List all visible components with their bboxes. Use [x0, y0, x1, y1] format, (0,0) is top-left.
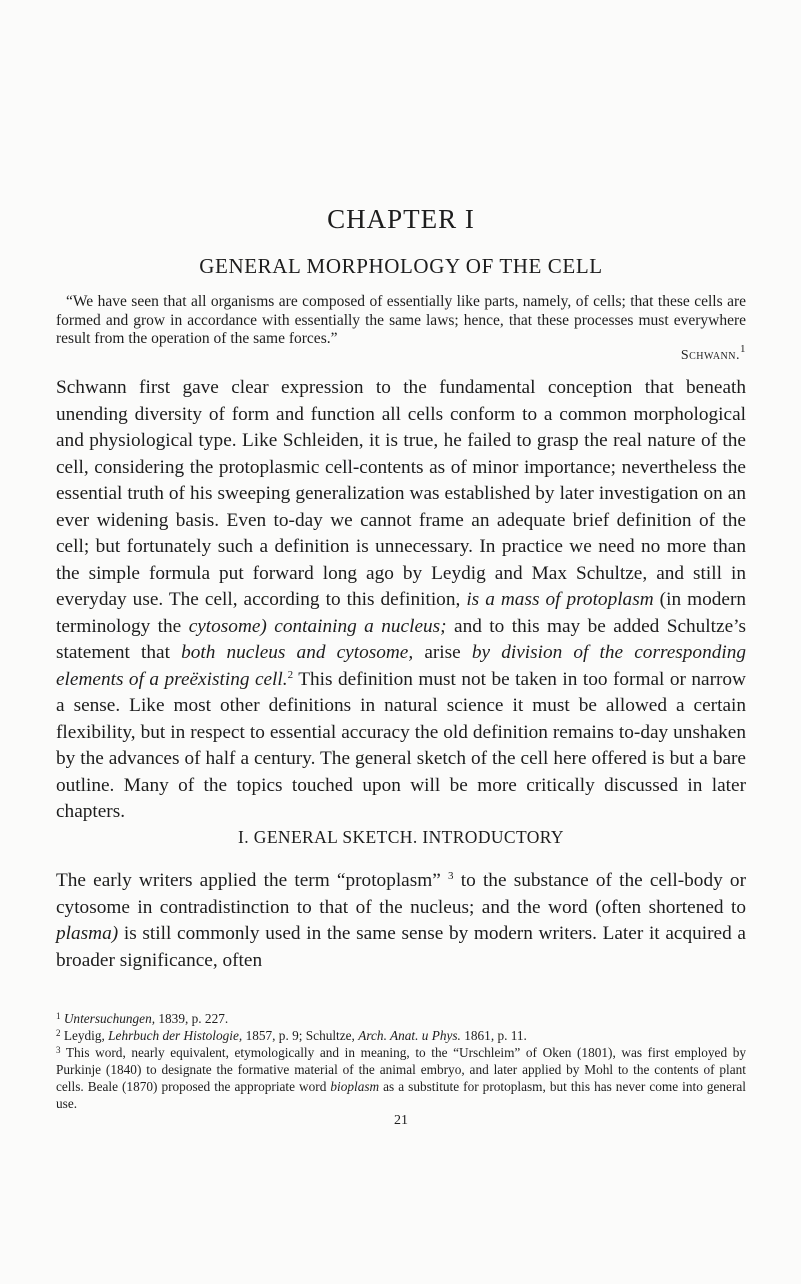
- italic-run: is a mass of protoplasm: [466, 589, 654, 610]
- footnote-ref: 3: [448, 870, 454, 882]
- body-paragraph: [56, 868, 746, 974]
- text-run: arise: [424, 642, 461, 663]
- italic-run: by division of the corresponding elements of a preëxisting cell.: [56, 642, 746, 690]
- epigraph-text: “We have seen that all organisms are composed of essentially like parts, namely, of cells; that these cells are formed and grow in accordance with essentially the same laws; hence, that these processes must everywhere result from the operation of the same forces.”: [56, 293, 746, 347]
- footnote-number: 2: [56, 1028, 61, 1038]
- text-run: 1839, p. 227.: [158, 1011, 229, 1026]
- italic-run: Untersuchungen,: [63, 1011, 156, 1026]
- footnote-ref: 2: [287, 668, 294, 681]
- italic-run: cytosome) containing a nucleus;: [188, 615, 447, 637]
- epigraph-attribution: [680, 343, 746, 364]
- text-run: Schwann first gave clear expression to the fundamental conception that beneath unending diversity of form and function all cells conform to a common morphological and physiological type. Like Schleiden, it is true, he failed to grasp the real nature of the cell, considering the protoplasmic cell-contents as of minor importance; nevertheless the essential truth of his sweeping generalization was established by later investigation on an ever widening basis. Even to-day we cannot frame an adequate brief definition of the cell; but fortunately such a definition is unnecessary. In practice we need no more than the simple formula put forward long ago by Leydig and Max Schultze, and still in everyday use. The cell, according to this definition,: [56, 377, 746, 610]
- text-run: 1861, p. 11.: [464, 1028, 527, 1043]
- text-run: as a substitute for protoplasm, but this has never come into general use.: [56, 1079, 746, 1111]
- chapter-title: GENERAL MORPHOLOGY OF THE CELL: [199, 254, 603, 278]
- section-heading: I. GENERAL SKETCH. INTRODUCTORY: [238, 827, 564, 847]
- page-number: 21: [394, 1113, 408, 1128]
- italic-run: Arch. Anat. u Phys.: [358, 1028, 461, 1043]
- text-run: This definition must not be taken in too formal or narrow a sense. Like most other definitions in natural science it must be allowed a certain flexibility, but in respect to essential accuracy the old definition remains to-day unshaken by the advances of half a century. The general sketch of the cell here offered is but a bare outline. Many of the topics touched upon will be more critically discussed in later chapters.: [56, 668, 746, 822]
- epigraph-quote: [56, 293, 746, 349]
- italic-run: Lehrbuch der Histologie,: [108, 1028, 243, 1043]
- italic-run: both nucleus and cytosome,: [181, 642, 414, 663]
- chapter-heading: CHAPTER I: [327, 204, 475, 234]
- footnote: [56, 1027, 746, 1044]
- footnotes: [56, 1010, 746, 1112]
- italic-run: plasma): [56, 923, 119, 944]
- footnote: [56, 1044, 746, 1112]
- text-run: is still commonly used in the same sense by modern writers. Later it acquired a broader significance, often: [56, 923, 746, 971]
- text-run: (in modern terminology the: [56, 589, 747, 637]
- footnote-number: 3: [56, 1045, 61, 1055]
- text-run: to the substance of the cell-body or cytosome in contradistinction to that of the nucleus; and the word (often shortened to: [56, 870, 746, 918]
- text-run: Leydig,: [63, 1028, 105, 1043]
- text-run: 1857, p. 9; Schultze,: [245, 1028, 355, 1043]
- text-run: This word, nearly equivalent, etymologically and in meaning, to the “Urschleim” of Oken (1801), was first employed by Purkinje (1840) to designate the formative material of the animal embryo, and later applied by Mohl to the contents of plant cells. Beale (1870) proposed the appropriate word: [56, 1045, 747, 1094]
- footnote-ref: 1: [740, 343, 746, 355]
- text-run: and to this may be added Schultze’s statement that: [56, 615, 746, 663]
- attribution-name: Schwann.: [680, 348, 740, 363]
- footnote: [56, 1010, 746, 1027]
- footnote-number: 1: [56, 1011, 61, 1021]
- body-paragraph: [56, 375, 746, 826]
- italic-run: bioplasm: [330, 1079, 380, 1094]
- text-run: The early writers applied the term “protoplasm”: [56, 870, 441, 891]
